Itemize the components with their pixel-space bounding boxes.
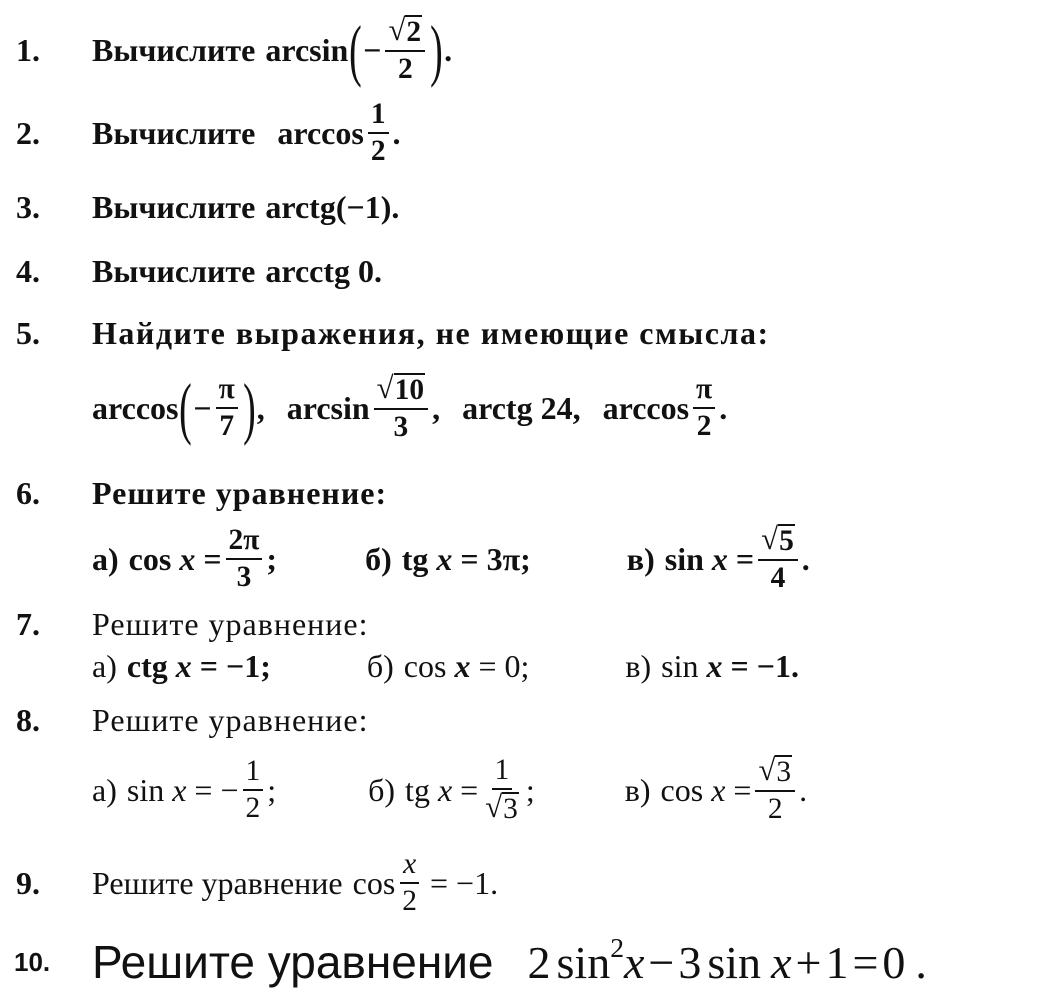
- problem-verb: Решите уравнение:: [92, 701, 369, 738]
- expression: arctg(−1).: [265, 188, 400, 225]
- fraction: [243, 756, 264, 824]
- problem-7-parts: [0, 644, 1055, 688]
- constant: 1: [825, 936, 849, 988]
- operator: +: [795, 936, 822, 988]
- variable: x: [179, 540, 196, 577]
- function-name: sin: [556, 936, 611, 988]
- coefficient: 3: [678, 936, 702, 988]
- constant: 0: [882, 936, 906, 988]
- problem-7: [0, 602, 1055, 646]
- part-label: б): [366, 647, 394, 684]
- function-name: arccos: [277, 114, 364, 151]
- problem-5-expressions: [0, 366, 1055, 450]
- fraction: [399, 849, 420, 917]
- equals: = −: [194, 771, 239, 808]
- problem-number: 1.: [16, 31, 40, 68]
- function-name: arcsin: [286, 389, 370, 426]
- problem-8: [0, 698, 1055, 742]
- variable: x: [711, 771, 726, 808]
- fraction-denominator: 3: [236, 561, 252, 593]
- expression: = −1;: [199, 647, 271, 684]
- separator: ,: [432, 389, 441, 426]
- problem-6: [0, 470, 1055, 516]
- fraction-denominator: 7: [219, 410, 235, 442]
- function-name: sin: [661, 647, 699, 684]
- end-punct: .: [915, 936, 927, 988]
- fraction-denominator: 3: [393, 411, 409, 443]
- fraction: √ 2 2: [385, 15, 425, 85]
- end-punct: .: [719, 389, 728, 426]
- expression: = 3π;: [460, 540, 531, 577]
- expression: arctg 24,: [462, 389, 581, 426]
- fraction-denominator: 2: [767, 793, 783, 825]
- part-label: в): [625, 647, 652, 684]
- fraction-denominator: 4: [770, 562, 786, 594]
- problem-4: [0, 248, 1055, 294]
- part-label: б): [365, 540, 392, 577]
- fraction: √ 10 3: [374, 373, 428, 443]
- part-label: в): [624, 771, 651, 808]
- right-paren: ): [430, 11, 443, 88]
- problem-verb: Вычислите: [92, 114, 256, 151]
- problem-number: 3.: [16, 188, 40, 225]
- fraction: 1 √ 3: [485, 754, 518, 825]
- end-punct: ;: [267, 771, 277, 808]
- end-punct: .: [444, 31, 453, 68]
- variable: x: [436, 540, 453, 577]
- problem-number: 2.: [16, 114, 40, 151]
- minus-sign: −: [193, 389, 212, 426]
- equals: =: [203, 540, 222, 577]
- fraction-denominator: 2: [370, 135, 386, 167]
- equals: =: [460, 771, 479, 808]
- fraction-denominator: 2: [402, 885, 417, 917]
- sqrt-radicand: 5: [779, 525, 794, 558]
- problem-5: [0, 310, 1055, 356]
- function-name: tg: [405, 771, 430, 808]
- function-name: arcsin: [265, 31, 349, 68]
- left-paren: (: [179, 369, 193, 446]
- variable: x: [771, 936, 792, 988]
- problem-3: [0, 184, 1055, 230]
- end-punct: ;: [525, 771, 535, 808]
- problem-9: [0, 848, 1055, 918]
- end-punct: .: [392, 114, 401, 151]
- sqrt-radicand: 2: [406, 16, 422, 49]
- part-label: а): [92, 771, 117, 808]
- fraction-numerator: x: [400, 849, 419, 884]
- problem-verb: Решите уравнение:: [92, 474, 388, 511]
- function-name: arccos: [92, 389, 179, 426]
- problem-number: 10.: [14, 946, 51, 977]
- problem-verb: Вычислите: [92, 31, 256, 68]
- function-name: sin: [664, 540, 704, 577]
- equals: =: [852, 936, 879, 988]
- expression: = 0;: [478, 647, 530, 684]
- separator: ,: [256, 389, 265, 426]
- fraction: [226, 525, 263, 593]
- sqrt-radicand: 10: [394, 374, 425, 407]
- left-paren: (: [349, 11, 363, 88]
- problem-verb: Решите уравнение: [92, 864, 343, 901]
- fraction: √ 3 2: [755, 755, 795, 825]
- expression: arcctg 0.: [265, 252, 383, 289]
- function-name: ctg: [126, 647, 168, 684]
- fraction: [216, 374, 238, 442]
- function-name: cos: [403, 647, 447, 684]
- equals: =: [733, 771, 752, 808]
- variable: x: [706, 647, 723, 684]
- function-name: sin: [126, 771, 165, 808]
- minus-sign: −: [363, 31, 382, 68]
- fraction: [693, 374, 715, 442]
- problem-6-parts: [0, 522, 1055, 596]
- function-name: cos: [352, 864, 396, 901]
- problem-number: 9.: [16, 864, 40, 901]
- function-name: sin: [707, 936, 762, 988]
- variable: x: [454, 647, 471, 684]
- part-label: а): [92, 540, 119, 577]
- fraction-numerator: π: [216, 374, 238, 409]
- equals: =: [735, 540, 755, 577]
- problem-number: 4.: [16, 252, 40, 289]
- fraction-denominator: 2: [245, 792, 261, 824]
- fraction-numerator: π: [693, 374, 715, 409]
- exponent: 2: [610, 932, 624, 963]
- fraction: [368, 99, 389, 167]
- fraction-numerator: 2π: [226, 525, 263, 560]
- problem-2: [0, 98, 1055, 168]
- fraction-numerator: 1: [368, 99, 389, 134]
- fraction: √ 5 4: [758, 524, 798, 594]
- problem-verb: Найдите выражения, не имеющие смысла:: [92, 314, 770, 351]
- problem-number: 6.: [16, 474, 40, 511]
- fraction-denominator: 2: [397, 53, 413, 85]
- sqrt-radicand: 3: [503, 793, 518, 825]
- problem-verb: Решите уравнение: [92, 936, 494, 988]
- function-name: arccos: [602, 389, 690, 426]
- part-label: в): [626, 540, 655, 577]
- fraction-numerator: 1: [243, 756, 264, 791]
- function-name: cos: [128, 540, 172, 577]
- problem-verb: Решите уравнение:: [92, 605, 369, 642]
- end-punct: .: [799, 771, 808, 808]
- function-name: tg: [401, 540, 429, 577]
- problem-1: [0, 10, 1055, 90]
- variable: x: [711, 540, 728, 577]
- problem-number: 7.: [16, 605, 40, 642]
- fraction-numerator: 1: [492, 755, 513, 790]
- sqrt-radicand: 3: [776, 756, 792, 789]
- operator: −: [648, 936, 675, 988]
- problem-verb: Вычислите: [92, 188, 256, 225]
- part-label: а): [92, 647, 117, 684]
- variable: x: [175, 647, 192, 684]
- function-name: cos: [660, 771, 704, 808]
- variable: x: [437, 771, 453, 808]
- coefficient: 2: [527, 936, 551, 988]
- fraction-denominator: 2: [696, 410, 712, 442]
- problem-verb: Вычислите: [92, 252, 256, 289]
- problem-number: 5.: [16, 314, 40, 351]
- end-punct: .: [801, 540, 810, 577]
- variable: x: [172, 771, 187, 808]
- variable: x: [624, 936, 645, 988]
- expression: = −1.: [430, 864, 499, 901]
- problem-number: 8.: [16, 701, 40, 738]
- problem-10: [0, 932, 1055, 992]
- right-paren: ): [242, 369, 256, 446]
- expression: = −1.: [730, 647, 799, 684]
- problem-8-parts: [0, 748, 1055, 832]
- part-label: б): [368, 771, 396, 808]
- end-punct: ;: [266, 540, 278, 577]
